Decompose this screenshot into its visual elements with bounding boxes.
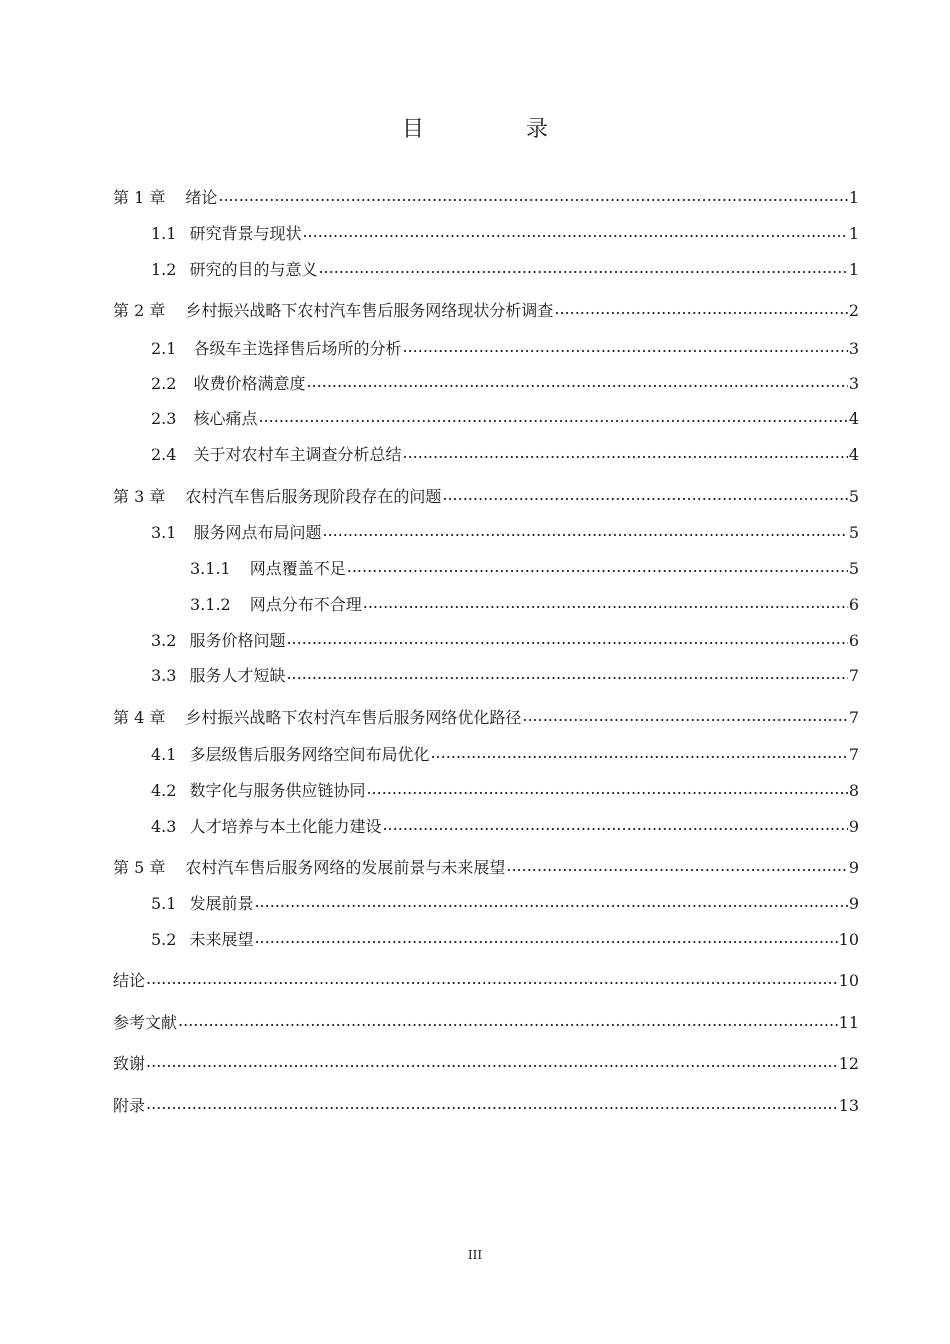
toc-entry[interactable]: [113, 961, 859, 991]
toc-leader-dots: [286, 664, 847, 684]
toc-leader-dots: [218, 186, 847, 206]
toc-entry-page: 7: [848, 708, 859, 727]
toc-leader-dots: [347, 557, 848, 577]
toc-entry[interactable]: [113, 698, 859, 728]
toc-entry-title: 研究背景与现状: [189, 224, 302, 243]
toc-entry-number: 1.1: [151, 224, 177, 243]
toc-entry[interactable]: [151, 435, 859, 465]
toc-entry-title: 网点分布不合理: [249, 595, 362, 614]
toc-entry-title: 附录: [113, 1096, 146, 1115]
toc-entry-page: 7: [848, 745, 859, 764]
toc-leader-dots: [442, 485, 847, 505]
toc-entry-number: 4.1: [151, 745, 177, 764]
toc-entry-page: 12: [838, 1054, 859, 1073]
toc-leader-dots: [402, 443, 847, 463]
toc-entry[interactable]: [151, 920, 859, 950]
toc-leader-dots: [254, 892, 847, 912]
toc-entry[interactable]: [151, 884, 859, 914]
toc-entry[interactable]: [151, 735, 859, 765]
toc-entry[interactable]: [151, 329, 859, 359]
toc-entry-page: 8: [848, 781, 859, 800]
toc-leader-dots: [302, 222, 847, 242]
toc-entry[interactable]: [151, 214, 859, 244]
toc-entry-title: 发展前景: [189, 894, 254, 913]
toc-leader-dots: [146, 969, 838, 989]
toc-entry[interactable]: [151, 250, 859, 280]
toc-leader-dots: [178, 1011, 838, 1031]
toc-entry-page: 1: [848, 224, 859, 243]
toc-entry-number: 2.4: [151, 445, 177, 464]
toc-entry-number: 第 3 章: [113, 487, 166, 506]
toc-entry[interactable]: [151, 621, 859, 651]
toc-entry[interactable]: [113, 1086, 859, 1116]
toc-entry[interactable]: [151, 364, 859, 394]
toc-leader-dots: [554, 299, 847, 319]
toc-entry-number: 5.2: [151, 930, 177, 949]
toc-entry[interactable]: [113, 848, 859, 878]
toc-entry-number: 3.1.2: [190, 595, 231, 614]
toc-leader-dots: [402, 337, 847, 357]
toc-entry-page: 11: [838, 1013, 859, 1032]
toc-entry-title: 研究的目的与意义: [189, 260, 318, 279]
toc-entry-number: 第 4 章: [113, 708, 166, 727]
toc-entry-number: 2.1: [151, 339, 177, 358]
toc-leader-dots: [366, 779, 847, 799]
toc-entry-title: 核心痛点: [193, 409, 258, 428]
toc-entry-number: 3.2: [151, 631, 177, 650]
toc-leader-dots: [306, 372, 847, 392]
toc-entry-title: 服务网点布局问题: [193, 523, 322, 542]
toc-entry-number: 1.2: [151, 260, 177, 279]
toc-entry-number: 第 1 章: [113, 188, 166, 207]
toc-leader-dots: [430, 743, 847, 763]
toc-entry[interactable]: [113, 477, 859, 507]
toc-entry-page: 13: [838, 1096, 859, 1115]
toc-entry-number: 4.3: [151, 817, 177, 836]
toc-entry-title: 未来展望: [189, 930, 254, 949]
toc-entry-page: 4: [848, 445, 859, 464]
toc-entry-page: 9: [848, 894, 859, 913]
toc-entry-page: 1: [848, 188, 859, 207]
toc-entry-number: 4.2: [151, 781, 177, 800]
toc-entry-page: 3: [848, 374, 859, 393]
toc-leader-dots: [506, 856, 847, 876]
toc-entry-number: 2.2: [151, 374, 177, 393]
toc-entry-page: 10: [838, 971, 859, 990]
toc-entry[interactable]: [113, 291, 859, 321]
toc-entry[interactable]: [190, 549, 859, 579]
toc-entry[interactable]: [113, 178, 859, 208]
toc-entry-title: 服务人才短缺: [189, 666, 286, 685]
page-number: III: [467, 1248, 483, 1262]
toc-entry-page: 7: [848, 666, 859, 685]
toc-entry-title: 结论: [113, 971, 146, 990]
toc-leader-dots: [318, 258, 847, 278]
toc-entry[interactable]: [151, 807, 859, 837]
toc-entry-page: 10: [838, 930, 859, 949]
toc-entry-title: 致谢: [113, 1054, 146, 1073]
toc-entry-page: 1: [848, 260, 859, 279]
toc-leader-dots: [146, 1052, 838, 1072]
toc-leader-dots: [146, 1094, 838, 1114]
toc-entry-number: 3.1: [151, 523, 177, 542]
toc-entry-number: 3.1.1: [190, 559, 231, 578]
toc-entry-title: 人才培养与本土化能力建设: [189, 817, 382, 836]
toc-leader-dots: [254, 928, 837, 948]
toc-leader-dots: [382, 815, 847, 835]
toc-entry-number: 第 2 章: [113, 301, 166, 320]
toc-entry-title: 参考文献: [113, 1013, 178, 1032]
toc-entry[interactable]: [113, 1044, 859, 1074]
toc-entry-page: 6: [848, 595, 859, 614]
toc-entry[interactable]: [151, 399, 859, 429]
toc-entry-page: 9: [848, 858, 859, 877]
toc-leader-dots: [258, 407, 847, 427]
toc-entry-title: 服务价格问题: [189, 631, 286, 650]
toc-entry-title: 乡村振兴战略下农村汽车售后服务网络优化路径: [185, 708, 522, 727]
toc-entry-page: 5: [848, 559, 859, 578]
toc-entry-title: 关于对农村车主调查分析总结: [193, 445, 402, 464]
toc-entry-page: 5: [848, 523, 859, 542]
toc-entry-title: 多层级售后服务网络空间布局优化: [189, 745, 430, 764]
toc-entry-page: 3: [848, 339, 859, 358]
toc-entry-title: 乡村振兴战略下农村汽车售后服务网络现状分析调查: [185, 301, 554, 320]
toc-entry-title: 各级车主选择售后场所的分析: [193, 339, 402, 358]
toc-entry[interactable]: [151, 656, 859, 686]
toc-entry-title: 收费价格满意度: [193, 374, 306, 393]
toc-entry-title: 网点覆盖不足: [249, 559, 346, 578]
toc-entry-page: 2: [848, 301, 859, 320]
toc-leader-dots: [363, 593, 848, 613]
toc-entry-number: 5.1: [151, 894, 177, 913]
toc-entry-number: 3.3: [151, 666, 177, 685]
toc-entry[interactable]: [113, 1003, 859, 1033]
toc-entry-title: 数字化与服务供应链协同: [189, 781, 366, 800]
toc-entry-page: 4: [848, 409, 859, 428]
toc-entry[interactable]: [151, 513, 859, 543]
toc-entry-page: 9: [848, 817, 859, 836]
toc-entry-page: 6: [848, 631, 859, 650]
toc-entry-title: 农村汽车售后服务现阶段存在的问题: [185, 487, 442, 506]
toc-entry-number: 第 5 章: [113, 858, 166, 877]
toc-entry-title: 农村汽车售后服务网络的发展前景与未来展望: [185, 858, 506, 877]
toc-leader-dots: [286, 629, 847, 649]
toc-leader-dots: [522, 706, 847, 726]
toc-entry[interactable]: [190, 585, 859, 615]
toc-entry-title: 绪论: [185, 188, 218, 207]
toc-leader-dots: [322, 521, 847, 541]
page-title: 目 录: [401, 117, 588, 142]
toc-entry-page: 5: [848, 487, 859, 506]
toc-entry-number: 2.3: [151, 409, 177, 428]
toc-entry[interactable]: [151, 771, 859, 801]
